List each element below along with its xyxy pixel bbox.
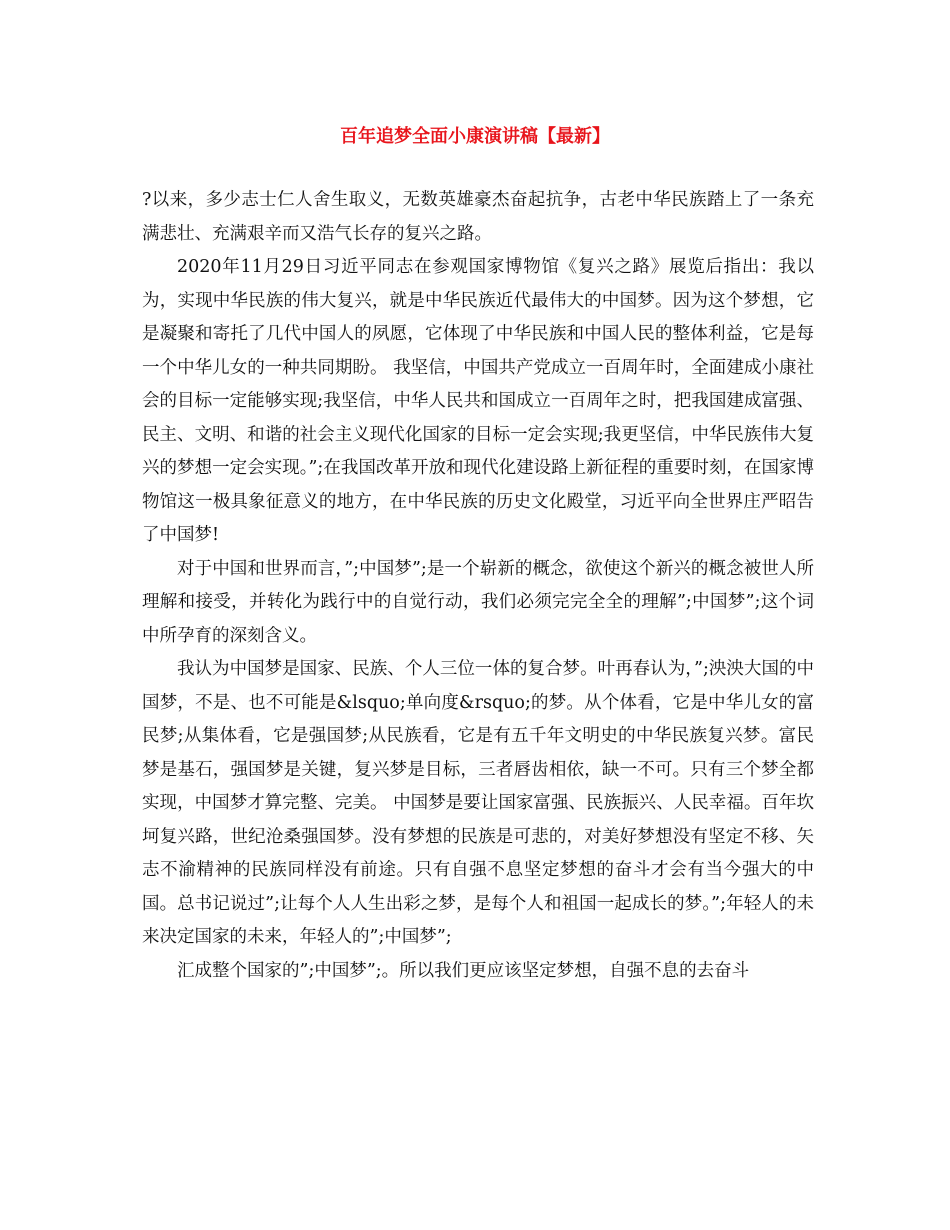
paragraph-1: ?以来，多少志士仁人舍生取义，无数英雄豪杰奋起抗争，古老中华民族踏上了一条充满悲壮、充满艰辛而又浩气长存的复兴之路。 — [142, 190, 814, 244]
paragraph-2: 2020年11月29日习近平同志在参观国家博物馆《复兴之路》展览后指出：我以为，实现中华民族的伟大复兴，就是中华民族近代最伟大的中国梦。因为这个梦想，它是凝聚和寄托了几代中国人的夙愿，它体现了中华民族和中国人民的整体利益，它是每一个中华儿女的一种共同期盼。 我坚信，中国共产党成立一百周年时，全面建成小康社会的目标一定能够实现;我坚信，中华人民共和国成立一百周年之时，把我国建成富强、民主、文明、和谐的社会主义现代化国家的目标一定会实现;我更坚信，中华民族伟大复兴的梦想一定会实现。”;在我国改革开放和现代化建设路上新征程的重要时刻，在国家博物馆这一极具象征意义的地方，在中华民族的历史文化殿堂，习近平向全世界庄严昭告了中国梦! — [142, 257, 814, 545]
paragraph-5: 汇成整个国家的”;中国梦”;。所以我们更应该坚定梦想，自强不息的去奋斗 — [177, 960, 750, 981]
paragraph-4: 我认为中国梦是国家、民族、个人三位一体的复合梦。叶再春认为，”;泱泱大国的中国梦，不是、也不可能是&lsquo;单向度&rsquo;的梦。从个体看，它是中华儿女的富民梦;从集体看，它是强国梦;从民族看，它是有五千年文明史的中华民族复兴梦。富民梦是基石，强国梦是关键，复兴梦是目标，三者唇齿相依，缺一不可。只有三个梦全都实现，中国梦才算完整、完美。 中国梦是要让国家富强、民族振兴、人民幸福。百年坎坷复兴路，世纪沧桑强国梦。没有梦想的民族是可悲的，对美好梦想没有坚定不移、矢志不渝精神的民族同样没有前途。只有自强不息坚定梦想的奋斗才会有当今强大的中国。总书记说过”;让每个人人生出彩之梦，是每个人和祖国一起成长的梦。”;年轻人的未来决定国家的未来，年轻人的”;中国梦”; — [142, 659, 814, 947]
paragraph-3: 对于中国和世界而言，”;中国梦”;是一个崭新的概念，欲使这个新兴的概念被世人所理解和接受，并转化为践行中的自觉行动，我们必须完完全全的理解”;中国梦”;这个词中所孕育的深刻含义。 — [142, 558, 814, 646]
document-body — [142, 184, 814, 988]
page-title: 百年追梦全面小康演讲稿【最新】 — [340, 126, 610, 147]
